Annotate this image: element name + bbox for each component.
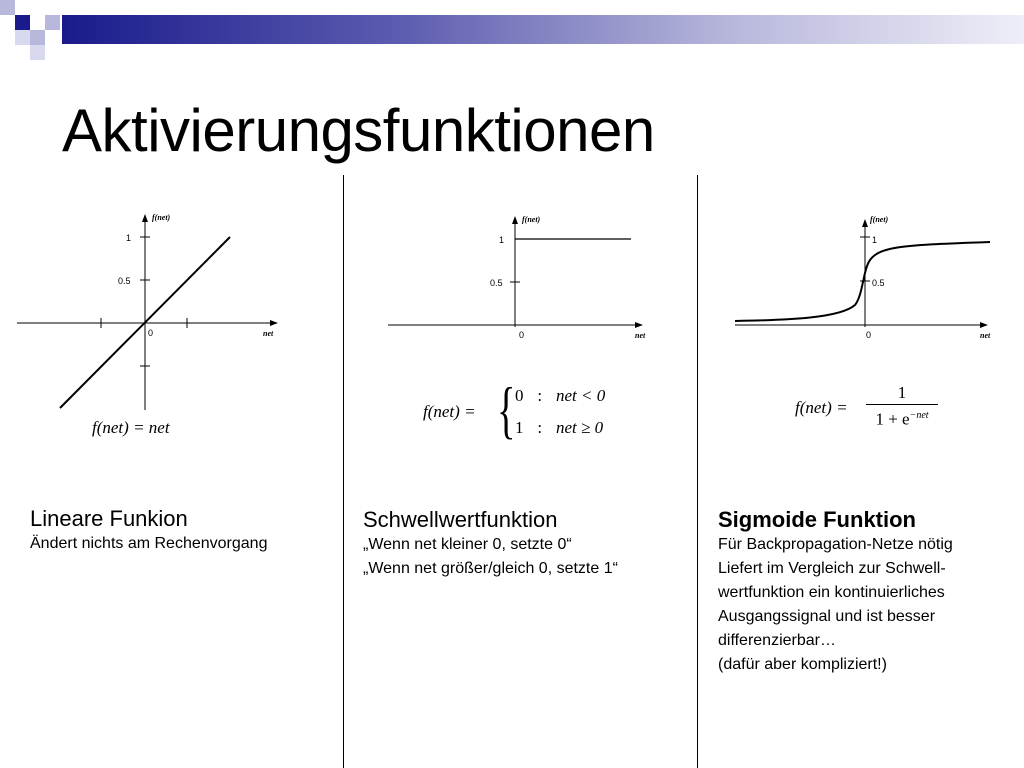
linear-formula: f(net) = net	[92, 418, 170, 437]
caption-line: Liefert im Vergleich zur Schwell-	[718, 560, 946, 577]
step-case-1: 0 : net < 0	[515, 386, 606, 405]
tick-label: 0	[519, 330, 525, 340]
x-axis-label: net	[263, 329, 274, 338]
tick-label: 0.5	[490, 278, 503, 288]
sigmoid-formula-fraction	[866, 383, 938, 430]
caption-line: (dafür aber kompliziert!)	[718, 656, 887, 673]
sigmoid-curve	[735, 242, 990, 321]
step-case-2: 1 : net ≥ 0	[515, 418, 604, 437]
page-title: Aktivierungsfunktionen	[62, 97, 655, 164]
sigmoid-plot	[730, 200, 1020, 350]
linear-plot	[0, 200, 340, 415]
x-axis-label: net	[635, 331, 646, 340]
column-divider	[697, 175, 698, 768]
caption-linear	[30, 506, 340, 556]
tick-label: 0	[866, 330, 872, 340]
caption-line: „Wenn net größer/gleich 0, setzte 1“	[363, 560, 618, 577]
caption-line: Für Backpropagation-Netze nötig	[718, 536, 953, 553]
column-divider	[343, 175, 344, 768]
y-axis-label: f(net)	[870, 215, 889, 224]
decor-square	[45, 15, 60, 30]
y-axis-label: f(net)	[152, 213, 171, 222]
decor-square	[15, 30, 30, 45]
decor-square	[0, 0, 15, 15]
y-axis-label: f(net)	[522, 215, 541, 224]
step-formula-brace: {	[497, 374, 516, 445]
decor-square	[30, 45, 45, 60]
x-axis-label: net	[980, 331, 991, 340]
caption-line: Ausgangssignal und ist besser	[718, 608, 936, 625]
header-gradient-bar	[62, 15, 1024, 44]
caption-line: Ändert nichts am Rechenvorgang	[30, 535, 268, 552]
sigmoid-formula-lhs: f(net) =	[795, 398, 848, 417]
caption-line: „Wenn net kleiner 0, setzte 0“	[363, 536, 572, 553]
caption-heading: Sigmoide Funktion	[718, 507, 916, 532]
step-plot	[380, 200, 680, 350]
caption-step	[363, 507, 693, 581]
tick-label: 0.5	[872, 278, 885, 288]
tick-label: 1	[126, 233, 132, 243]
caption-line: differenzierbar…	[718, 632, 836, 649]
caption-sigmoid	[718, 507, 1018, 677]
tick-label: 0.5	[118, 276, 131, 286]
sigmoid-denominator: $1 + e^{-net}$	[875, 409, 929, 429]
tick-label: 1	[872, 235, 878, 245]
tick-label: 0	[148, 328, 154, 338]
caption-line: wertfunktion ein kontinuierliches	[718, 584, 945, 601]
tick-label: 1	[499, 235, 505, 245]
step-formula-lhs: f(net) =	[423, 402, 476, 421]
caption-heading: Lineare Funkion	[30, 506, 188, 531]
sigmoid-numerator: 1	[897, 383, 907, 402]
decor-square	[15, 15, 30, 30]
caption-heading: Schwellwertfunktion	[363, 507, 558, 532]
decor-square	[30, 30, 45, 45]
